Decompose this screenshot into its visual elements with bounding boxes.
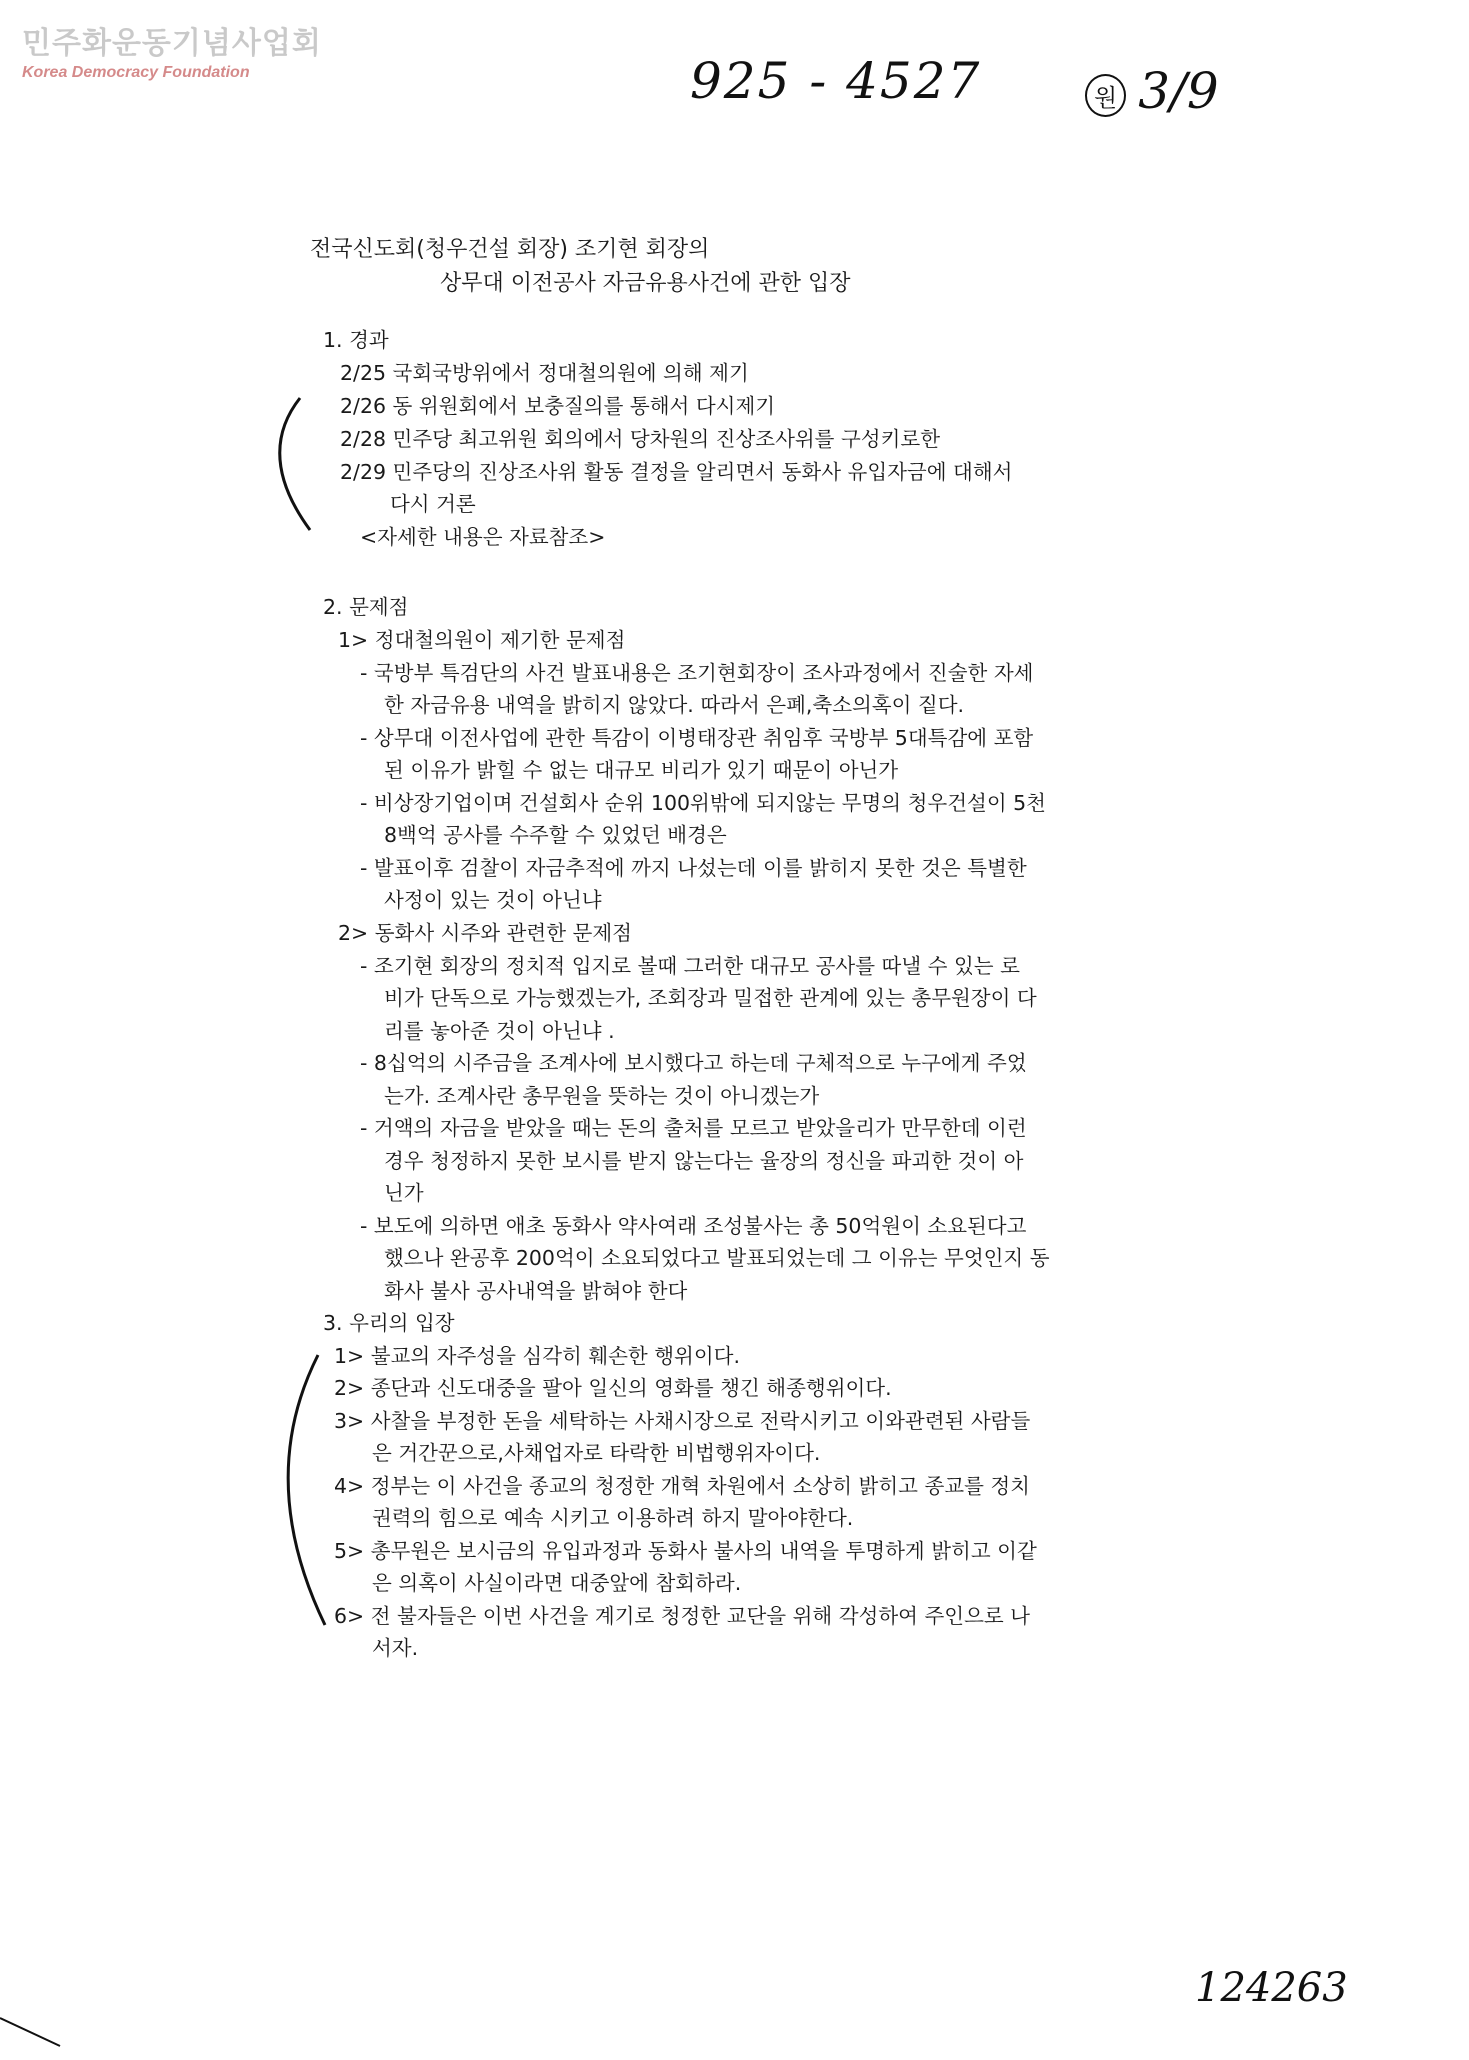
body-line: - 발표이후 검찰이 자금추적에 까지 나섰는데 이를 밝히지 못한 것은 특별한 [360,856,1027,880]
body-line: - 비상장기업이며 건설회사 순위 100위밖에 되지않는 무명의 청우건설이 5천 [360,791,1046,815]
body-line: 2/29 민주당의 진상조사위 활동 결정을 알리면서 동화사 유입자금에 대해서 [340,460,1013,484]
position-item: 4> 정부는 이 사건을 종교의 청정한 개혁 차원에서 소상히 밝히고 종교를 정치 [334,1474,1030,1498]
position-item: 1> 불교의 자주성을 심각히 훼손한 행위이다. [334,1344,740,1368]
margin-stroke [0,2018,60,2046]
body-line: - 보도에 의하면 애초 동화사 약사여래 조성불사는 총 50억원이 소요된다고 [360,1214,1027,1238]
circled-mark: 원 [1085,74,1126,117]
title-line-2: 상무대 이전공사 자금유용사건에 관한 입장 [440,271,851,296]
section-heading-3: 3. 우리의 입장 [323,1311,455,1335]
position-item: 권력의 힘으로 예속 시키고 이용하려 하지 말아야한다. [372,1506,854,1530]
body-line: 다시 거론 [390,492,476,516]
position-item: 서자. [372,1636,419,1660]
title-line-1: 전국신도회(청우건설 회장) 조기현 회장의 [310,237,710,262]
body-line: 했으나 완공후 200억이 소요되었다고 발표되었는데 그 이유는 무엇인지 동 [384,1246,1050,1270]
body-line: <자세한 내용은 자료참조> [360,525,606,549]
watermark-korean: 민주화운동기념사업회 [22,26,322,61]
body-line: 경우 청정하지 못한 보시를 받지 않는다는 율장의 정신을 파괴한 것이 아 [384,1149,1024,1173]
body-line: 리를 놓아준 것이 아닌냐 . [384,1019,615,1043]
position-item: 2> 종단과 신도대중을 팔아 일신의 영화를 챙긴 해종행위이다. [334,1376,892,1400]
body-line: 2/25 국회국방위에서 정대철의원에 의해 제기 [340,361,749,385]
body-line: 된 이유가 밝힐 수 없는 대규모 비리가 있기 때문이 아닌가 [384,758,899,782]
body-line: - 조기현 회장의 정치적 입지로 볼때 그러한 대규모 공사를 따낼 수 있는 로 [360,954,1020,978]
subsection-heading: 2> 동화사 시주와 관련한 문제점 [338,921,632,945]
position-item: 은 거간꾼으로,사채업자로 타락한 비법행위자이다. [372,1441,821,1465]
body-line: 는가. 조계사란 총무원을 뜻하는 것이 아니겠는가 [384,1084,820,1108]
body-line: 사정이 있는 것이 아닌냐 [384,888,602,912]
body-line: 8백억 공사를 수주할 수 있었던 배경은 [384,823,727,847]
page-ref-text: 3/9 [1138,62,1219,120]
body-line: 화사 불사 공사내역을 밝혀야 한다 [384,1279,688,1303]
handwritten-bottom-number: 124263 [1195,1965,1348,2011]
body-line: 2/26 동 위원회에서 보충질의를 통해서 다시제기 [340,394,776,418]
position-item: 은 의혹이 사실이라면 대중앞에 참회하라. [372,1571,742,1595]
section-heading-1: 1. 경과 [323,328,389,352]
section-heading-2: 2. 문제점 [323,595,409,619]
body-line: 한 자금유용 내역을 밝히지 않았다. 따라서 은폐,축소의혹이 짙다. [384,693,965,717]
watermark-english: Korea Democracy Foundation [22,64,250,81]
bracket-mark-bottom [288,1355,325,1625]
body-line: - 거액의 자금을 받았을 때는 돈의 출처를 모르고 받았을리가 만무한데 이런 [360,1116,1027,1140]
handwritten-doc-code: 925 - 4527 [690,52,982,110]
subsection-heading: 1> 정대철의원이 제기한 문제점 [338,628,626,652]
body-line: - 8십억의 시주금을 조계사에 보시했다고 하는데 구체적으로 누구에게 주었 [360,1051,1027,1075]
bracket-mark-top [280,398,310,530]
body-line: 2/28 민주당 최고위원 회의에서 당차원의 진상조사위를 구성키로한 [340,427,941,451]
position-item: 6> 전 불자들은 이번 사건을 계기로 청정한 교단을 위해 각성하여 주인으로 나 [334,1604,1030,1628]
position-item: 3> 사찰을 부정한 돈을 세탁하는 사채시장으로 전락시키고 이와관련된 사람들 [334,1409,1031,1433]
position-item: 5> 총무원은 보시금의 유입과정과 동화사 불사의 내역을 투명하게 밝히고 이같 [334,1539,1037,1563]
body-line: - 상무대 이전사업에 관한 특감이 이병태장관 취임후 국방부 5대특감에 포함 [360,726,1034,750]
body-line: 닌가 [384,1181,424,1205]
body-line: - 국방부 특검단의 사건 발표내용은 조기현회장이 조사과정에서 진술한 자세 [360,661,1034,685]
body-line: 비가 단독으로 가능했겠는가, 조회장과 밀접한 관계에 있는 총무원장이 다 [384,986,1037,1010]
